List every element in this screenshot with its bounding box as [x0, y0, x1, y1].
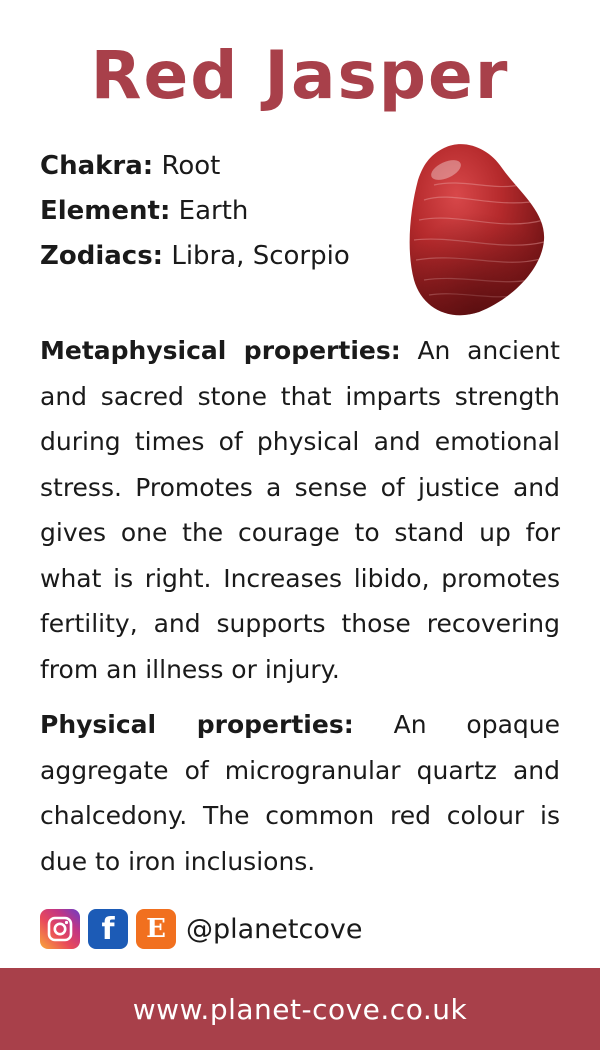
- fact-value: Earth: [178, 196, 249, 226]
- instagram-icon[interactable]: [40, 909, 80, 949]
- social-handle[interactable]: @planetcove: [186, 913, 363, 945]
- metaphysical-label: Metaphysical properties:: [40, 336, 401, 365]
- facebook-icon[interactable]: f: [88, 909, 128, 949]
- fact-value: Libra, Scorpio: [171, 241, 350, 271]
- fact-element: [40, 189, 400, 234]
- metaphysical-properties: [40, 328, 560, 692]
- physical-properties: [40, 702, 560, 884]
- fact-key: Chakra:: [40, 151, 154, 181]
- social-links: [40, 907, 362, 951]
- physical-label: Physical properties:: [40, 710, 354, 739]
- etsy-icon[interactable]: E: [136, 909, 176, 949]
- website-link[interactable]: www.planet-cove.co.uk: [132, 992, 468, 1026]
- physical-text: An opaque aggregate of microgranular quartz and chalcedony. The common red colour is due to iron inclusions.: [40, 710, 560, 876]
- page-title: Red Jasper: [90, 37, 510, 114]
- red-jasper-stone-image: [404, 140, 549, 320]
- fact-key: Zodiacs:: [40, 241, 164, 271]
- fact-value: Root: [161, 151, 221, 181]
- footer-bar: [0, 968, 600, 1050]
- fact-zodiacs: [40, 234, 400, 279]
- stone-facts: [40, 144, 400, 279]
- fact-chakra: [40, 144, 400, 189]
- fact-key: Element:: [40, 196, 171, 226]
- metaphysical-text: An ancient and sacred stone that imparts strength during times of physical and emotional stress. Promotes a sense of justice and gives one the courage to stand up for what is right. Increases libido, promotes fertility, and supports those recovering from an illness or injury.: [40, 336, 560, 684]
